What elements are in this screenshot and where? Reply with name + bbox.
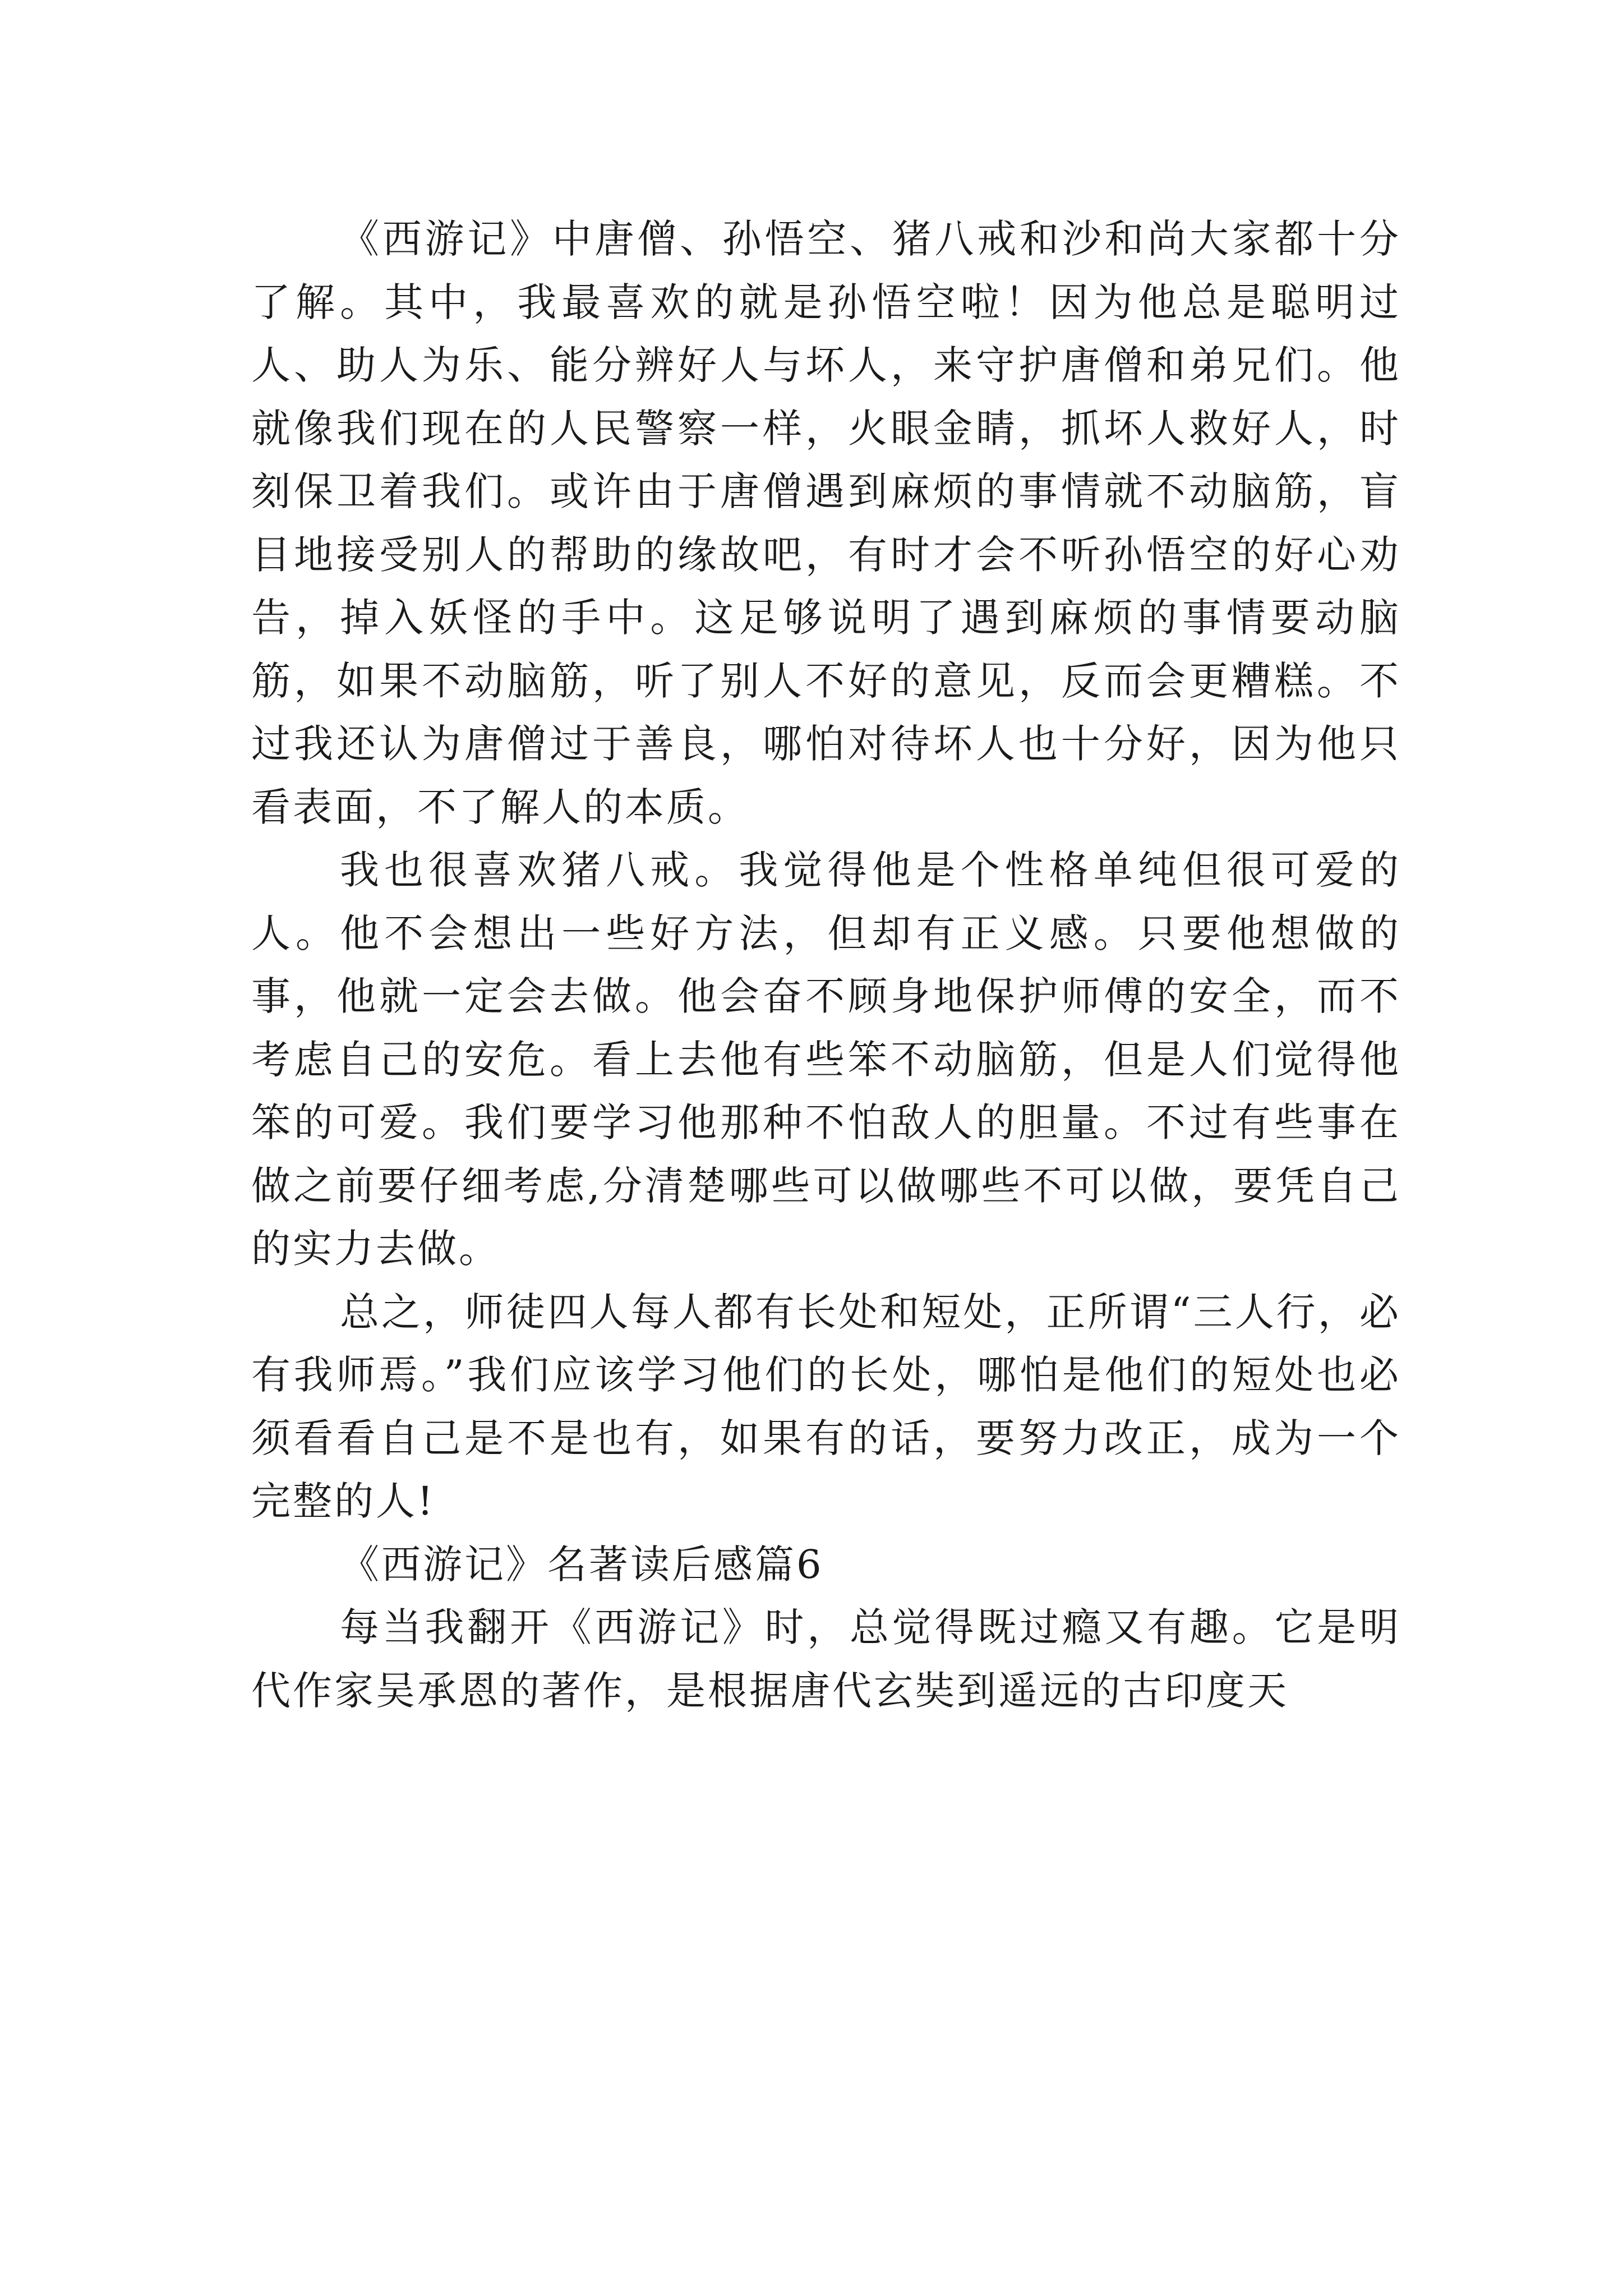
document-body bbox=[251, 208, 1401, 1722]
paragraph-conclusion: 总之，师徒四人每人都有长处和短处，正所谓“三人行，必有我师焉。”我们应该学习他们的长处，哪怕是他们的短处也必须看看自己是不是也有，如果有的话，要努力改正，成为一个完整的人! bbox=[251, 1289, 1401, 1524]
section-heading: 《西游记》名著读后感篇6 bbox=[340, 1541, 824, 1588]
paragraph-essay-6-intro: 每当我翻开《西游记》时，总觉得既过瘾又有趣。它是明代作家吴承恩的著作，是根据唐代玄奘到遥远的古印度天 bbox=[251, 1604, 1401, 1714]
paragraph-zhu-bajie: 我也很喜欢猪八戒。我觉得他是个性格单纯但很可爱的人。他不会想出一些好方法，但却有正义感。只要他想做的事，他就一定会去做。他会奋不顾身地保护师傅的安全，而不考虑自己的安危。看上去他有些笨不动脑筋，但是人们觉得他笨的可爱。我们要学习他那种不怕敌人的胆量。不过有些事在做之前要仔细考虑,分清楚哪些可以做哪些不可以做，要凭自己的实力去做。 bbox=[251, 847, 1401, 1272]
paragraph-sun-wukong: 《西游记》中唐僧、孙悟空、猪八戒和沙和尚大家都十分了解。其中，我最喜欢的就是孙悟空啦！因为他总是聪明过人、助人为乐、能分辨好人与坏人，来守护唐僧和弟兄们。他就像我们现在的人民警察一样，火眼金睛，抓坏人救好人，时刻保卫着我们。或许由于唐僧遇到麻烦的事情就不动脑筋，盲目地接受别人的帮助的缘故吧，有时才会不听孙悟空的好心劝告，掉入妖怪的手中。这足够说明了遇到麻烦的事情要动脑筋，如果不动脑筋，听了别人不好的意见，反而会更糟糕。不过我还认为唐僧过于善良，哪怕对待坏人也十分好，因为他只看表面，不了解人的本质。 bbox=[251, 216, 1401, 830]
